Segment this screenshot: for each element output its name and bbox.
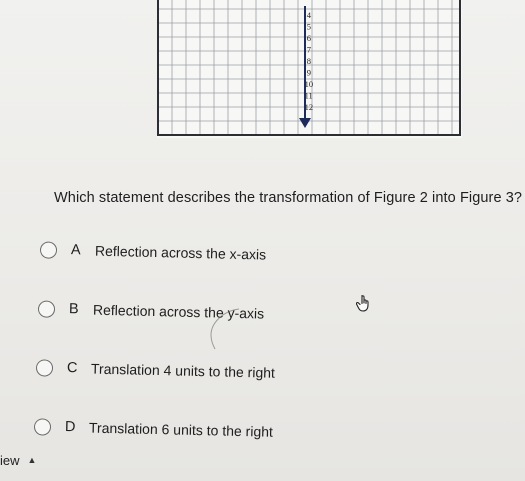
radio-button-c[interactable] <box>36 359 53 376</box>
axis-tick-label: 7 <box>306 44 312 55</box>
view-toggle[interactable] <box>0 452 36 468</box>
axis-tick-label: 6 <box>306 33 312 43</box>
choice-text-a: Reflection across the x-axis <box>94 242 267 263</box>
radio-button-b[interactable] <box>38 300 55 317</box>
choice-letter-d: D <box>64 418 76 436</box>
axis-tick-label: 5 <box>306 21 312 32</box>
choice-c[interactable] <box>36 355 275 384</box>
radio-button-a[interactable] <box>40 241 57 258</box>
axis-tick-label: 8 <box>306 56 312 66</box>
choice-text-d: Translation 6 units to the right <box>88 419 274 440</box>
question-text: Which statement describes the transformation of Figure 2 into Figure 3? <box>54 190 523 206</box>
choice-text-b: Reflection across the y-axis <box>92 301 265 322</box>
grid-svg <box>157 0 462 138</box>
coordinate-grid <box>157 0 462 138</box>
hand-pointer-icon <box>356 294 372 314</box>
axis-tick-label: 12 <box>304 102 314 112</box>
choice-d[interactable] <box>34 414 273 443</box>
choice-letter-c: C <box>66 359 78 377</box>
axis-arrow-icon <box>299 118 311 128</box>
axis-tick-label: 9 <box>306 67 312 78</box>
caret-up-icon: ▲ <box>27 455 37 465</box>
radio-button-d[interactable] <box>34 418 51 435</box>
choice-text-c: Translation 4 units to the right <box>90 360 276 381</box>
choice-letter-b: B <box>68 301 79 318</box>
choice-a[interactable] <box>40 237 267 266</box>
choice-letter-a: A <box>70 242 81 259</box>
axis-tick-label: 11 <box>304 90 313 101</box>
axis-tick-label: 10 <box>304 79 314 89</box>
axis-tick-label: 4 <box>306 10 312 20</box>
pen-stroke-mark <box>205 305 245 351</box>
view-toggle-label: iew <box>0 452 20 468</box>
